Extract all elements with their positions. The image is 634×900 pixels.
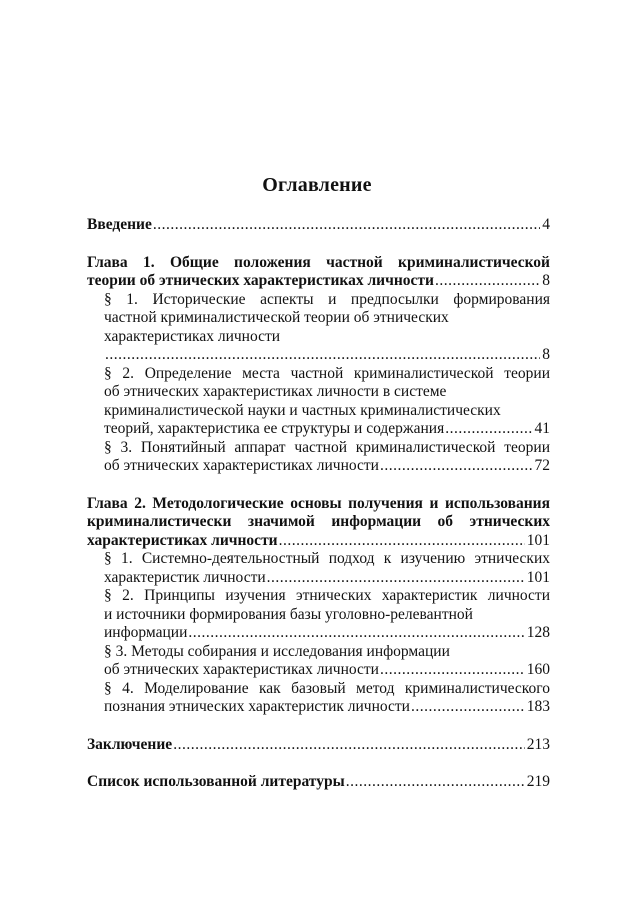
toc-page-number: 101 (526, 531, 550, 549)
toc-entry-line: об этнических характеристиках личности в системе (104, 383, 447, 400)
toc-entry-line: § 3. Понятийный аппарат частной криминалистической теории (104, 438, 550, 456)
toc-entry-line: характеристиках личности (104, 327, 281, 345)
toc-page-number: 219 (526, 773, 550, 790)
toc-entry-line-last (87, 661, 550, 680)
leader-dots (380, 457, 533, 476)
toc-entry-line-last (87, 272, 550, 291)
toc-page-number: 41 (534, 420, 550, 437)
leader-dots (188, 624, 524, 643)
toc-entry-line: криминалистической науки и частных криминалистических (104, 401, 501, 419)
toc-entry-line-last (87, 624, 550, 643)
toc-entry-line: § 3. Методы собирания и исследования информации (104, 642, 450, 660)
toc-entry-line-last (87, 698, 550, 717)
toc-entry-section-1-1[interactable] (87, 291, 550, 365)
toc-page-number: 72 (534, 457, 550, 474)
toc-entry-section-1-2[interactable] (87, 365, 550, 439)
toc-entry-label: теории об этнических характеристиках личности (87, 272, 434, 289)
leader-dots (279, 532, 525, 551)
toc-entry-label: теорий, характеристика ее структуры и содержания (104, 420, 445, 437)
toc-entry-line-last (87, 569, 550, 588)
toc-entry-line: криминалистически значимой информации об этнических (87, 513, 550, 530)
toc-entry-line: § 1. Системно-деятельностный подход к изучению этнических (104, 550, 550, 567)
toc-entry-section-1-3[interactable] (87, 439, 550, 476)
toc-entry-label: познания этнических характеристик личности (104, 698, 410, 715)
toc-entry-section-2-4[interactable] (87, 680, 550, 717)
toc-entry-section-2-2[interactable] (87, 587, 550, 643)
toc-entry-line-last (87, 420, 550, 439)
toc-entry-bibliography[interactable] (87, 773, 550, 792)
leader-dots (380, 661, 525, 680)
toc-entry-line-last (87, 532, 550, 551)
toc-entry-line-last (87, 346, 550, 365)
leader-dots (445, 420, 532, 439)
leader-dots (173, 736, 525, 755)
toc-page-number: 101 (526, 568, 550, 586)
leader-dots (411, 698, 525, 717)
toc-entry-line: § 1. Исторические аспекты и предпосылки формирования (104, 290, 550, 308)
toc-entry-line: § 4. Моделирование как базовый метод криминалистического (104, 679, 550, 697)
toc-entry-line: Глава 2. Методологические основы получения и использования (87, 494, 550, 512)
toc-page-number: 128 (526, 624, 550, 641)
toc-entry-section-2-1[interactable] (87, 550, 550, 587)
toc-entry-introduction[interactable] (87, 216, 550, 235)
toc-entry-line: § 2. Определение места частной криминалистической теории (104, 364, 550, 382)
toc-entry-chapter-1[interactable] (87, 254, 550, 291)
toc-entry-label: характеристиках личности (87, 531, 278, 549)
toc-page-number: 183 (526, 698, 550, 715)
page-title: Оглавление (262, 174, 372, 196)
toc-page-number: 8 (542, 272, 550, 289)
toc-entry-line: Глава 1. Общие положения частной криминалистической (87, 253, 550, 271)
toc-entry-label: Заключение (87, 735, 173, 753)
toc-entry-chapter-2[interactable] (87, 495, 550, 551)
toc-entry-label: об этнических характеристиках личности (104, 457, 379, 474)
leader-dots (346, 773, 525, 792)
toc-entry-label: информации (104, 624, 188, 641)
toc-page-number: 160 (526, 661, 550, 678)
toc-entry-label: Введение (87, 216, 152, 233)
toc-entry-label: Список использованной литературы (87, 773, 345, 790)
toc-page-number: 4 (542, 216, 550, 233)
toc-entry-line: частной криминалистической теории об этнических (104, 309, 449, 326)
leader-dots (267, 569, 525, 588)
toc-page-number: 8 (542, 346, 550, 363)
toc-page-number: 213 (526, 735, 550, 753)
toc-entry-label: характеристик личности (104, 568, 266, 586)
toc-entry-line-last (87, 457, 550, 476)
table-of-contents (87, 216, 550, 792)
toc-entry-line: и источники формирования базы уголовно-релевантной (104, 605, 473, 623)
leader-dots (153, 216, 540, 235)
toc-entry-section-2-3[interactable] (87, 643, 550, 680)
toc-entry-line: § 2. Принципы изучения этнических характеристик личности (104, 587, 550, 604)
toc-entry-conclusion[interactable] (87, 736, 550, 755)
toc-entry-label: об этнических характеристиках личности (104, 661, 379, 678)
leader-dots (105, 346, 540, 365)
leader-dots (435, 272, 540, 291)
